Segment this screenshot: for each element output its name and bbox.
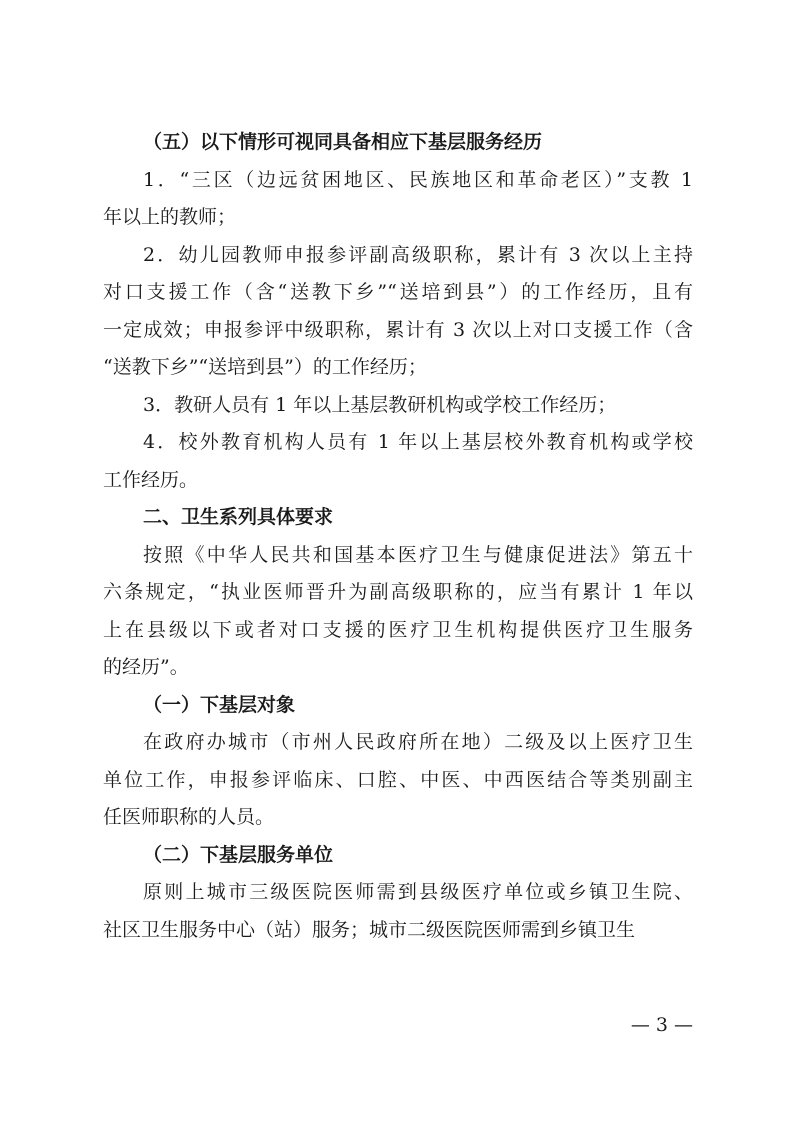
text-line: 1．“三区（边远贫困地区、民族地区和革命老区）”支教 1 <box>143 168 693 191</box>
section-heading <box>103 837 693 875</box>
text-line: （五）以下情形可视同具备相应下基层服务经历 <box>143 131 543 153</box>
paragraph <box>103 387 693 425</box>
text-line: 单位工作，申报参评临床、口腔、中医、中西医结合等类别副主 <box>103 768 693 791</box>
text-line: 3．教研人员有 1 年以上基层教研机构或学校工作经历； <box>143 393 617 416</box>
text-line: 的经历”。 <box>103 656 189 678</box>
text-line: 一定成效；申报参评中级职称，累计有 3 次以上对口支援工作（含 <box>103 318 693 341</box>
paragraph <box>103 724 693 837</box>
paragraph <box>103 537 693 687</box>
text-line: “送教下乡”“送培到县”）的工作经历； <box>103 356 427 378</box>
paragraph <box>103 874 693 949</box>
section-heading <box>103 499 693 537</box>
text-line: 上在县级以下或者对口支援的医疗卫生机构提供医疗卫生服务 <box>103 618 693 641</box>
document-body <box>103 124 693 949</box>
text-line: 对口支援工作（含“送教下乡”“送培到县”）的工作经历，且有 <box>103 281 693 303</box>
paragraph <box>103 162 693 237</box>
text-line: 社区卫生服务中心（站）服务；城市二级医院医师需到乡镇卫生 <box>103 918 636 941</box>
text-line: 2．幼儿园教师申报参评副高级职称，累计有 3 次以上主持 <box>143 243 693 266</box>
text-line: 4．校外教育机构人员有 1 年以上基层校外教育机构或学校 <box>143 431 693 453</box>
text-line: 任医师职称的人员。 <box>103 806 275 828</box>
text-line: （二）下基层服务单位 <box>143 843 334 866</box>
text-line: 二、卫生系列具体要求 <box>143 506 334 528</box>
text-line: 在政府办城市（市州人民政府所在地）二级及以上医疗卫生 <box>143 731 693 753</box>
text-line: 按照《中华人民共和国基本医疗卫生与健康促进法》第五十 <box>143 543 693 566</box>
page-number: — 3 — <box>630 1014 693 1036</box>
paragraph <box>103 237 693 387</box>
paragraph <box>103 424 693 499</box>
text-line: （一）下基层对象 <box>143 693 296 716</box>
text-line: 六条规定，“执业医师晋升为副高级职称的，应当有累计 1 年以 <box>103 581 693 603</box>
section-heading <box>103 687 693 725</box>
section-heading <box>103 124 693 162</box>
text-line: 工作经历。 <box>103 468 199 491</box>
text-line: 年以上的教师； <box>103 206 237 228</box>
text-line: 原则上城市三级医院医师需到县级医疗单位或乡镇卫生院、 <box>143 881 693 903</box>
